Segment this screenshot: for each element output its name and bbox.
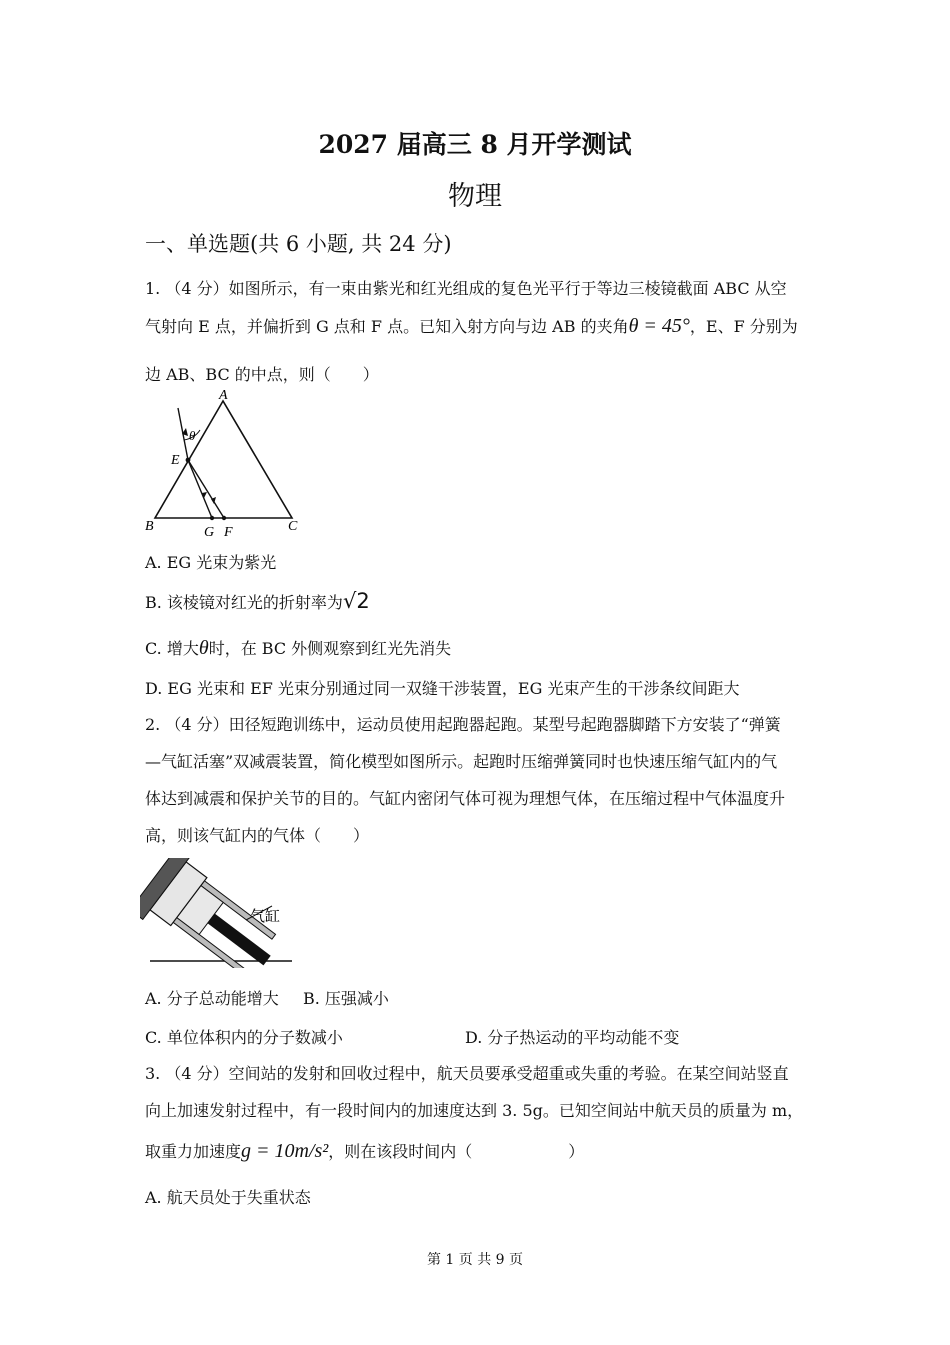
q1-option-b-text: B. 该棱镜对红光的折射率为 — [145, 593, 343, 612]
prism-figure — [140, 388, 310, 543]
q2-option-c: C. 单位体积内的分子数减小 — [145, 1028, 343, 1047]
q3-line-3-text-a: 取重力加速度 — [145, 1142, 242, 1161]
q1-option-d: D. EG 光束和 EF 光束分别通过同一双缝干涉装置，EG 光束产生的干涉条纹间距大 — [145, 679, 740, 698]
theta-symbol: θ — [198, 637, 209, 659]
q2-option-b: B. 压强减小 — [303, 989, 389, 1008]
label-f: F — [224, 525, 233, 540]
label-e: E — [171, 453, 180, 468]
q2-line-4: 高，则该气缸内的气体（ ） — [145, 826, 370, 845]
q1-option-a: A. EG 光束为紫光 — [145, 553, 277, 572]
page-title: 2027 届高三 8 月开学测试 — [318, 130, 632, 159]
q1-line-1: 1. （4 分）如图所示，有一束由紫光和红光组成的复色光平行于等边三棱镜截面 ABC 从空 — [145, 279, 787, 298]
q1-angle-formula: θ = 45° — [628, 315, 690, 337]
label-b: B — [145, 519, 154, 534]
subject-title: 物理 — [448, 181, 502, 212]
label-g: G — [204, 525, 215, 540]
q3-line-1: 3. （4 分）空间站的发射和回收过程中，航天员要承受超重或失重的考验。在某空间站竖直 — [145, 1064, 789, 1083]
q1-option-c — [145, 636, 451, 660]
q1-line-3: 边 AB、BC 的中点，则（ ） — [145, 365, 379, 384]
q1-line-2 — [145, 314, 798, 338]
q3-line-2: 向上加速发射过程中，有一段时间内的加速度达到 3. 5g。已知空间站中航天员的质量为 m， — [145, 1101, 804, 1120]
q3-option-a: A. 航天员处于失重状态 — [145, 1188, 311, 1207]
q3-line-3-text-b: ，则在该段时间内（ ） — [328, 1142, 585, 1161]
section-heading: 一、单选题(共 6 小题, 共 24 分) — [145, 232, 452, 256]
q3-line-3 — [145, 1139, 584, 1163]
q1-option-c-text-b: 时，在 BC 外侧观察到红光先消失 — [208, 639, 452, 658]
q2-option-a: A. 分子总动能增大 — [145, 989, 279, 1008]
q1-line-2-text-b: ，E、F 分别为 — [689, 317, 798, 336]
q1-option-c-text-a: C. 增大 — [145, 639, 199, 658]
q1-line-2-text-a: 气射向 E 点，并偏折到 G 点和 F 点。已知入射方向与边 AB 的夹角 — [145, 317, 629, 336]
label-theta: θ — [189, 428, 196, 443]
cylinder-label: 气缸 — [250, 907, 281, 925]
q2-line-1: 2. （4 分）田径短跑训练中，运动员使用起跑器起跑。某型号起跑器脚踏下方安装了“弹簧 — [145, 715, 781, 734]
q1-option-b — [145, 589, 370, 613]
cylinder-figure — [140, 858, 305, 968]
q2-option-d: D. 分子热运动的平均动能不变 — [465, 1028, 680, 1047]
label-c: C — [288, 519, 298, 534]
label-a: A — [219, 388, 228, 403]
q2-line-2: —气缸活塞”双减震装置，简化模型如图所示。起跑时压缩弹簧同时也快速压缩气缸内的气 — [145, 752, 778, 771]
page-footer: 第 1 页 共 9 页 — [426, 1252, 524, 1268]
sqrt2-formula: √2 — [342, 589, 370, 613]
gravity-formula: g = 10m/s² — [241, 1140, 329, 1162]
q2-line-3: 体达到减震和保护关节的目的。气缸内密闭气体可视为理想气体，在压缩过程中气体温度升 — [145, 789, 786, 808]
